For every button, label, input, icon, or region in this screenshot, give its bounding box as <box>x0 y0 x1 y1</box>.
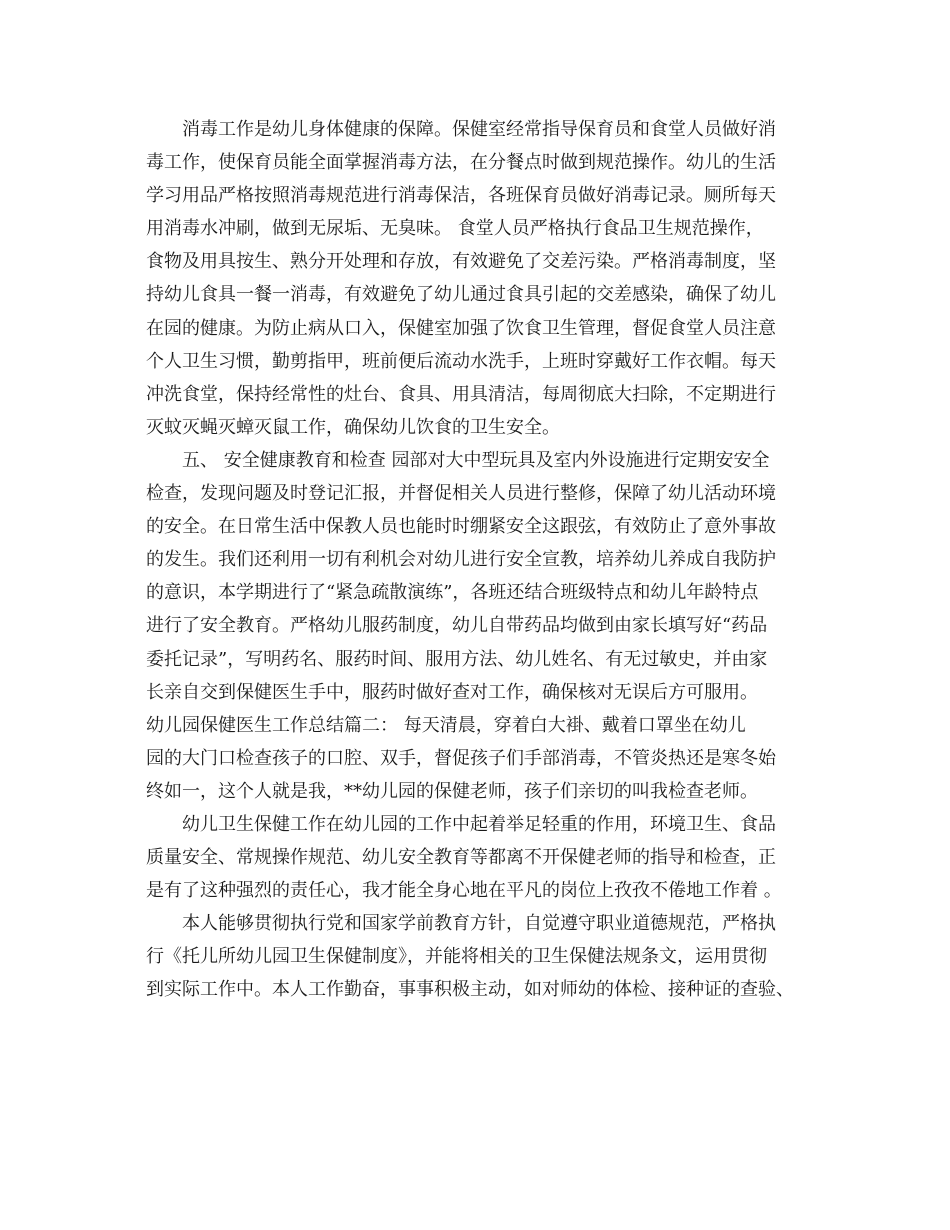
text-line: 检查，发现问题及时登记汇报，并督促相关人员进行整修，保障了幼儿活动环境 <box>146 483 776 505</box>
text-line: 幼儿园保健医生工作总结篇二： 每天清晨，穿着白大褂、戴着口罩坐在幼儿 <box>146 714 746 736</box>
text-line: 在园的健康。为防止病从口入，保健室加强了饮食卫生管理，督促食堂人员注意 <box>146 317 776 339</box>
text-line: 长亲自交到保健医生手中，服药时做好查对工作，确保核对无误后方可服用。 <box>146 681 758 703</box>
text-line: 学习用品严格按照消毒规范进行消毒保洁，各班保育员做好消毒记录。厕所每天 <box>146 185 776 207</box>
text-line: 灭蚊灭蝇灭蟑灭鼠工作，确保幼儿饮食的卫生安全。 <box>146 416 560 438</box>
text-line: 委托记录”，写明药名、服药时间、服用方法、幼儿姓名、有无过敏史，并由家 <box>146 648 768 670</box>
text-line: 是有了这种强烈的责任心，我才能全身心地在平凡的岗位上孜孜不倦地工作着 。 <box>146 880 782 902</box>
text-line: 持幼儿食具一餐一消毒，有效避免了幼儿通过食具引起的交差感染，确保了幼儿 <box>146 284 776 306</box>
text-line: 质量安全、常规操作规范、幼儿安全教育等都离不开保健老师的指导和检查，正 <box>146 847 776 869</box>
text-line: 进行了安全教育。严格幼儿服药制度，幼儿自带药品均做到由家长填写好“药品 <box>146 615 768 637</box>
text-line: 五、 安全健康教育和检查 园部对大中型玩具及室内外设施进行定期安安全 <box>182 449 770 471</box>
text-line: 的意识，本学期进行了“紧急疏散演练”，各班还结合班级特点和幼儿年龄特点 <box>146 582 759 604</box>
text-line: 的发生。我们还利用一切有利机会对幼儿进行安全宣教，培养幼儿养成自我防护 <box>146 549 776 571</box>
text-line: 个人卫生习惯，勤剪指甲，班前便后流动水洗手，上班时穿戴好工作衣帽。每天 <box>146 350 776 372</box>
text-line: 毒工作，使保育员能全面掌握消毒方法，在分餐点时做到规范操作。幼儿的生活 <box>146 152 776 174</box>
text-line: 到实际工作中。本人工作勤奋，事事积极主动，如对师幼的体检、接种证的查验、 <box>146 979 794 1001</box>
text-line: 行《托儿所幼儿园卫生保健制度》，并能将相关的卫生保健法规条文，运用贯彻 <box>146 946 767 968</box>
text-line: 幼儿卫生保健工作在幼儿园的工作中起着举足轻重的作用，环境卫生、食品 <box>182 813 776 835</box>
text-line: 食物及用具按生、熟分开处理和存放，有效避免了交差污染。严格消毒制度，坚 <box>146 251 776 273</box>
text-line: 用消毒水冲刷，做到无尿垢、无臭味。 食堂人员严格执行食品卫生规范操作， <box>146 218 764 240</box>
text-line: 消毒工作是幼儿身体健康的保障。保健室经常指导保育员和食堂人员做好消 <box>182 119 776 140</box>
text-line: 终如一，这个人就是我，**幼儿园的保健老师，孩子们亲切的叫我检查老师。 <box>146 780 758 802</box>
text-line: 冲洗食堂，保持经常性的灶台、食具、用具清洁，每周彻底大扫除，不定期进行 <box>146 383 776 405</box>
text-line: 园的大门口检查孩子的口腔、双手，督促孩子们手部消毒，不管炎热还是寒冬始 <box>146 747 776 769</box>
text-line: 的安全。在日常生活中保教人员也能时时绷紧安全这跟弦，有效防止了意外事故 <box>146 516 776 538</box>
document-body <box>146 113 806 1007</box>
text-line: 本人能够贯彻执行党和国家学前教育方针，自觉遵守职业道德规范，严格执 <box>182 913 776 935</box>
